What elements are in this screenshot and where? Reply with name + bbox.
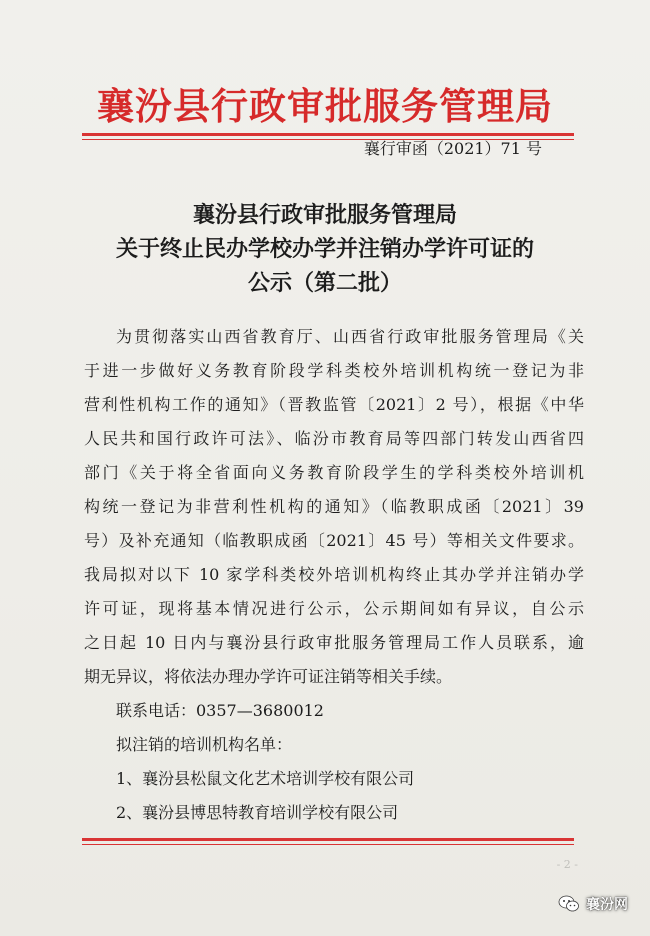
notice-title-line-1: 襄汾县行政审批服务管理局 <box>192 202 457 228</box>
page-number-mark: - 2 - <box>556 858 578 871</box>
paragraph-line: 营利性机构工作的通知》（晋教监管〔2021〕2 号），根据《中华 <box>84 395 584 414</box>
paragraph-line: 号）及补充通知（临教职成函〔2021〕45 号）等相关文件要求。 <box>84 531 584 550</box>
list-item: 1、襄汾县松鼠文化艺术培训学校有限公司 <box>116 769 415 788</box>
paragraph-line: 期无异议，将依法办理办学许可证注销等相关手续。 <box>84 667 453 686</box>
paragraph-line: 人民共和国行政许可法》、临汾市教育局等四部门转发山西省四 <box>84 429 584 448</box>
footer-red-rule-thin <box>82 844 574 845</box>
paragraph-line: 构统一登记为非营利性机构的通知》（临教职成函〔2021〕39 <box>84 497 584 516</box>
paragraph-line: 我局拟对以下 10 家学科类校外培训机构终止其办学并注销办学 <box>84 565 584 584</box>
source-watermark <box>558 894 628 914</box>
paragraph-line: 之日起 10 日内与襄汾县行政审批服务管理局工作人员联系，逾 <box>84 633 584 652</box>
footer-red-rule <box>82 838 574 841</box>
list-heading: 拟注销的培训机构名单： <box>116 735 293 754</box>
paragraph-line: 部门《关于将全省面向义务教育阶段学生的学科类校外培训机 <box>84 463 584 482</box>
agency-header: 襄汾县行政审批服务管理局 <box>97 84 553 128</box>
notice-title-line-3: 公示（第二批） <box>247 270 402 296</box>
watermark-label: 襄汾网 <box>586 897 628 913</box>
header-red-rule <box>82 133 574 136</box>
document-number: 襄行审函（2021）71 号 <box>363 139 542 158</box>
paragraph-line: 许可证，现将基本情况进行公示，公示期间如有异议，自公示 <box>84 599 584 618</box>
list-item: 2、襄汾县博思特教育培训学校有限公司 <box>116 803 399 822</box>
paragraph-line: 于进一步做好义务教育阶段学科类校外培训机构统一登记为非 <box>84 361 584 380</box>
paragraph-line: 为贯彻落实山西省教育厅、山西省行政审批服务管理局《关 <box>116 327 584 346</box>
wechat-icon <box>558 895 580 913</box>
contact-phone: 联系电话：0357—3680012 <box>116 701 324 720</box>
notice-title-line-2: 关于终止民办学校办学并注销办学许可证的 <box>115 236 534 262</box>
